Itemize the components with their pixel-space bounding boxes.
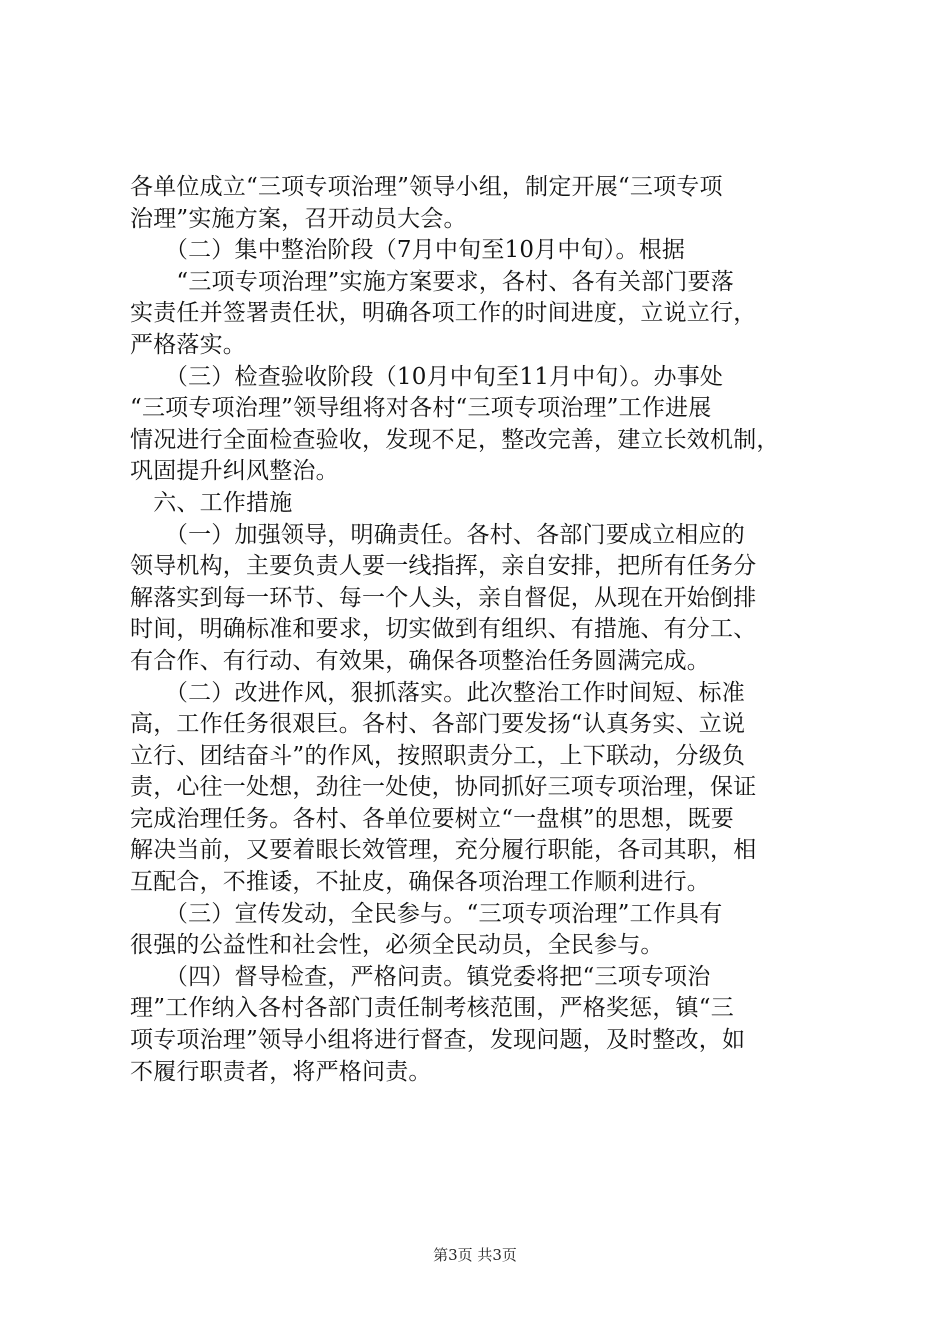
text-line: 很强的公益性和社会性，必须全民动员，全民参与。 <box>130 932 664 959</box>
text-line: （二）改进作风，狠抓落实。此次整治工作时间短、标准 <box>130 679 745 706</box>
text-line: 巩固提升纠风整治。 <box>130 458 339 485</box>
text-line: 理”工作纳入各村各部门责任制考核范围，严格奖惩，镇“三 <box>130 995 734 1022</box>
text-line: 完成治理任务。各村、各单位要树立“一盘棋”的思想，既要 <box>130 805 734 832</box>
text-line: （一）加强领导，明确责任。各村、各部门要成立相应的 <box>130 521 745 548</box>
text-line: 解决当前，又要着眼长效管理，充分履行职能，各司其职，相 <box>130 837 757 864</box>
section-heading: 六、工作措施 <box>130 489 293 516</box>
text-line: （二）集中整治阶段（7月中旬至10月中旬）。根据 <box>130 237 686 264</box>
text-line: 立行、团结奋斗”的作风，按照职责分工，上下联动，分级负 <box>130 742 746 769</box>
text-line: 严格落实。 <box>130 331 246 358</box>
text-line: 情况进行全面检查验收，发现不足，整改完善，建立长效机制， <box>130 426 780 453</box>
text-line: 解落实到每一环节、每一个人头，亲自督促，从现在开始倒排 <box>130 584 757 611</box>
text-line: 时间，明确标准和要求，切实做到有组织、有措施、有分工、 <box>130 616 757 643</box>
text-line: “三项专项治理”实施方案要求，各村、各有关部门要落 <box>130 268 734 295</box>
text-line: 不履行职责者，将严格问责。 <box>130 1058 432 1085</box>
text-line: “三项专项治理”领导组将对各村“三项专项治理”工作进展 <box>130 395 712 422</box>
text-line: 领导机构，主要负责人要一线指挥，亲自安排，把所有任务分 <box>130 553 757 580</box>
text-line: 各单位成立“三项专项治理”领导小组，制定开展“三项专项 <box>130 174 723 200</box>
text-line: 项专项治理”领导小组将进行督查，发现问题，及时整改，如 <box>130 1027 746 1054</box>
text-line: 高，工作任务很艰巨。各村、各部门要发扬“认真务实、立说 <box>130 711 746 738</box>
document-body <box>130 172 830 1088</box>
text-line: 互配合，不推诿，不扯皮，确保各项治理工作顺利进行。 <box>130 869 710 896</box>
text-line: 责，心往一处想，劲往一处使，协同抓好三项专项治理，保证 <box>130 774 757 801</box>
text-line: （四）督导检查，严格问责。镇党委将把“三项专项治 <box>130 963 711 990</box>
page-number-footer: 第3页 共3页 <box>433 1246 517 1264</box>
text-line: （三）宣传发动，全民参与。“三项专项治理”工作具有 <box>130 900 723 927</box>
text-line: （三）检查验收阶段（10月中旬至11月中旬）。办事处 <box>130 363 724 390</box>
text-line: 实责任并签署责任状，明确各项工作的时间进度，立说立行， <box>130 300 757 327</box>
text-line: 治理”实施方案，召开动员大会。 <box>130 205 467 232</box>
text-line: 有合作、有行动、有效果，确保各项整治任务圆满完成。 <box>130 647 710 674</box>
